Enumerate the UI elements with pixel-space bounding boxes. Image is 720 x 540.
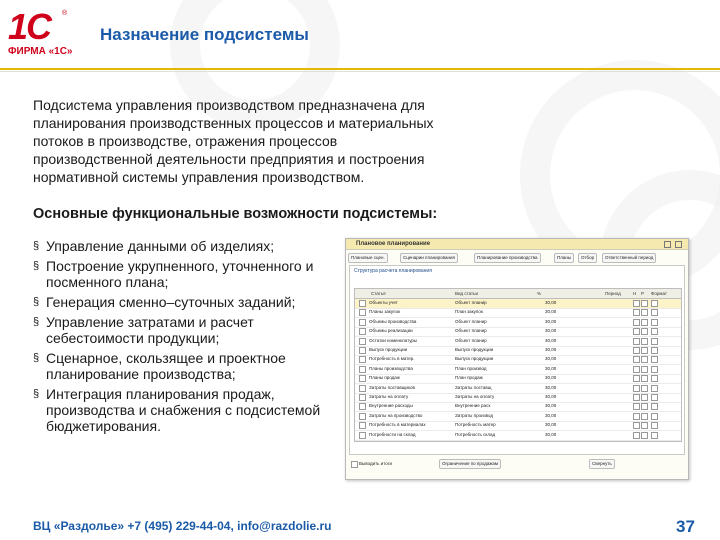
row-value: 30,00 bbox=[545, 309, 557, 315]
intro-line: потоков в производстве, отражения процессов bbox=[33, 133, 338, 149]
toolbar-button[interactable]: Планирование производства bbox=[474, 253, 541, 263]
row-flag-checkbox[interactable] bbox=[641, 338, 648, 345]
intro-line: нормативной системы управления производством. bbox=[33, 169, 365, 185]
restriction-select[interactable]: Ограничение по продажам bbox=[439, 459, 501, 469]
row-article: Затраты поставщиков bbox=[369, 384, 415, 390]
row-flag-checkbox[interactable] bbox=[641, 300, 648, 307]
footer-contacts: ВЦ «Раздолье» +7 (495) 229-44-04, info@razdolie.ru bbox=[33, 519, 332, 533]
row-flag-checkbox[interactable] bbox=[651, 347, 658, 354]
row-flag-checkbox[interactable] bbox=[633, 328, 640, 335]
row-article: Выпуск продукции bbox=[369, 347, 408, 352]
page-number: 37 bbox=[676, 517, 695, 536]
row-value: 30,00 bbox=[545, 356, 557, 362]
row-flag-checkbox[interactable] bbox=[651, 394, 658, 401]
column-header[interactable]: Статья bbox=[371, 291, 386, 296]
toolbar-button[interactable]: Ответственный период bbox=[602, 253, 656, 263]
column-header[interactable]: Период bbox=[605, 291, 621, 296]
row-kind: План продаж bbox=[455, 375, 483, 381]
section-label: Структура расчета планирования bbox=[354, 268, 432, 274]
row-flag-checkbox[interactable] bbox=[641, 375, 648, 382]
row-checkbox[interactable] bbox=[359, 385, 366, 392]
planning-table bbox=[354, 288, 682, 442]
toolbar-button[interactable]: Плановые сцен. bbox=[348, 253, 388, 263]
slide-header bbox=[0, 0, 720, 72]
row-checkbox[interactable] bbox=[359, 432, 366, 439]
row-flag-checkbox[interactable] bbox=[633, 309, 640, 316]
row-flag-checkbox[interactable] bbox=[641, 394, 648, 401]
row-flag-checkbox[interactable] bbox=[651, 375, 658, 382]
row-checkbox[interactable] bbox=[359, 309, 366, 316]
row-flag-checkbox[interactable] bbox=[641, 328, 648, 335]
toolbar-button[interactable]: Планы bbox=[554, 253, 574, 263]
row-value: 30,00 bbox=[545, 328, 557, 334]
intro-line: Подсистема управления производством предназначена для bbox=[33, 97, 425, 113]
column-header[interactable]: Н bbox=[633, 291, 637, 296]
list-item bbox=[33, 314, 338, 346]
row-flag-checkbox[interactable] bbox=[651, 413, 658, 420]
slide-title: Назначение подсистемы bbox=[100, 25, 309, 44]
row-checkbox[interactable] bbox=[359, 413, 366, 420]
row-kind: Затраты поставщ bbox=[455, 384, 492, 390]
list-item-text: Управление затратами и расчет себестоимости продукции; bbox=[46, 314, 254, 346]
close-icon[interactable] bbox=[675, 241, 682, 248]
row-flag-checkbox[interactable] bbox=[633, 413, 640, 420]
row-value: 30,00 bbox=[545, 300, 557, 305]
row-flag-checkbox[interactable] bbox=[641, 403, 648, 410]
row-kind: Потребность матер bbox=[455, 422, 496, 428]
show-totals-label: Выводить итоги bbox=[359, 461, 392, 466]
intro-line: производственной деятельности предприятия и построения bbox=[33, 151, 425, 167]
table-header bbox=[355, 289, 681, 299]
row-kind: Внутренние расх bbox=[455, 403, 491, 409]
intro-paragraph bbox=[33, 96, 533, 186]
intro-line: планирования производственных процессов и материальных bbox=[33, 115, 434, 131]
row-flag-checkbox[interactable] bbox=[651, 356, 658, 363]
row-value: 30,00 bbox=[545, 318, 557, 324]
row-kind: Выпуск продукции bbox=[455, 356, 494, 362]
list-item-text: Интеграция планирования продаж, производства и снабжения с подсистемой бюджетирования. bbox=[46, 386, 321, 434]
row-article: Планы продаж bbox=[369, 375, 400, 381]
bullet-icon: § bbox=[33, 240, 40, 252]
row-flag-checkbox[interactable] bbox=[651, 328, 658, 335]
row-kind: Выпуск продукции bbox=[455, 347, 494, 352]
window-footer bbox=[349, 457, 683, 475]
row-flag-checkbox[interactable] bbox=[651, 366, 658, 373]
row-article: Потребности на склад bbox=[369, 431, 416, 437]
table-row[interactable] bbox=[355, 431, 681, 441]
row-article: Планы производства bbox=[369, 365, 413, 371]
list-item bbox=[33, 258, 338, 290]
row-checkbox[interactable] bbox=[359, 394, 366, 401]
row-flag-checkbox[interactable] bbox=[633, 319, 640, 326]
row-checkbox[interactable] bbox=[359, 300, 366, 307]
row-article: Объекты учет bbox=[369, 300, 398, 305]
bullet-icon: § bbox=[33, 260, 40, 272]
list-item-text: Сценарное, скользящее и проектное планирование производства; bbox=[46, 350, 286, 382]
list-item-text: Генерация сменно–суточных заданий; bbox=[46, 294, 296, 310]
row-value: 30,00 bbox=[545, 384, 557, 390]
planning-panel bbox=[349, 265, 685, 455]
column-header[interactable]: Формат bbox=[651, 291, 667, 296]
row-flag-checkbox[interactable] bbox=[633, 366, 640, 373]
row-flag-checkbox[interactable] bbox=[651, 385, 658, 392]
row-flag-checkbox[interactable] bbox=[651, 403, 658, 410]
row-flag-checkbox[interactable] bbox=[633, 403, 640, 410]
logo-registered-sign: ® bbox=[62, 10, 68, 17]
row-flag-checkbox[interactable] bbox=[651, 300, 658, 307]
row-flag-checkbox[interactable] bbox=[641, 347, 648, 354]
column-header[interactable]: Вид статьи bbox=[455, 291, 478, 296]
row-flag-checkbox[interactable] bbox=[651, 309, 658, 316]
bullet-icon: § bbox=[33, 296, 40, 308]
row-article: Внутренние расходы bbox=[369, 403, 413, 409]
row-value: 30,00 bbox=[545, 403, 557, 409]
row-flag-checkbox[interactable] bbox=[633, 432, 640, 439]
row-flag-checkbox[interactable] bbox=[651, 338, 658, 345]
row-checkbox[interactable] bbox=[359, 422, 366, 429]
row-flag-checkbox[interactable] bbox=[641, 432, 648, 439]
logo-mark: 1C bbox=[8, 6, 51, 47]
header-rule-shadow bbox=[0, 71, 720, 72]
features-heading: Основные функциональные возможности подсистемы: bbox=[33, 206, 438, 222]
row-article: Остатки номенклатуры bbox=[369, 337, 418, 343]
row-value: 30,00 bbox=[545, 431, 557, 437]
list-item-text: Построение укрупненного, уточненного и посменного плана; bbox=[46, 258, 314, 290]
row-kind: Объект планир bbox=[455, 318, 487, 324]
toolbar-button[interactable]: Отбор bbox=[578, 253, 597, 263]
window-titlebar bbox=[346, 239, 688, 250]
row-kind: Объект планир bbox=[455, 337, 487, 343]
row-kind: Затраты на оплату bbox=[455, 394, 495, 399]
row-kind: Затраты производ bbox=[455, 412, 494, 418]
row-article: Затраты на оплату bbox=[369, 394, 409, 399]
row-flag-checkbox[interactable] bbox=[651, 432, 658, 439]
row-kind: План производ bbox=[455, 365, 487, 371]
row-value: 30,00 bbox=[545, 422, 557, 428]
collapse-select[interactable]: Свернуть bbox=[589, 459, 615, 469]
row-checkbox[interactable] bbox=[359, 375, 366, 382]
row-flag-checkbox[interactable] bbox=[633, 347, 640, 354]
bullet-icon: § bbox=[33, 316, 40, 328]
toolbar-button[interactable]: Сценарии планирования bbox=[400, 253, 458, 263]
row-article: Планы закупок bbox=[369, 309, 401, 315]
row-flag-checkbox[interactable] bbox=[633, 385, 640, 392]
row-flag-checkbox[interactable] bbox=[651, 422, 658, 429]
logo-firm-name: ФИРМА «1С» bbox=[8, 46, 73, 57]
show-totals-checkbox[interactable] bbox=[351, 461, 358, 468]
row-checkbox[interactable] bbox=[359, 347, 366, 354]
window-title: Плановое планирование bbox=[356, 241, 431, 247]
row-flag-checkbox[interactable] bbox=[633, 422, 640, 429]
row-checkbox[interactable] bbox=[359, 366, 366, 373]
features-list bbox=[33, 238, 338, 438]
list-item bbox=[33, 386, 338, 434]
row-flag-checkbox[interactable] bbox=[633, 394, 640, 401]
row-flag-checkbox[interactable] bbox=[633, 300, 640, 307]
bullet-icon: § bbox=[33, 352, 40, 364]
row-value: 30,00 bbox=[545, 394, 557, 399]
row-checkbox[interactable] bbox=[359, 356, 366, 363]
row-article: Потребность в материалах bbox=[369, 422, 426, 428]
row-kind: Потребность склад bbox=[455, 431, 496, 437]
column-header[interactable]: % bbox=[537, 291, 542, 296]
row-kind: Объект планир bbox=[455, 328, 487, 334]
list-item bbox=[33, 294, 338, 310]
row-value: 30,00 bbox=[545, 375, 557, 381]
row-flag-checkbox[interactable] bbox=[641, 385, 648, 392]
row-kind: Объект планир bbox=[455, 300, 487, 305]
bullet-icon: § bbox=[33, 388, 40, 400]
row-flag-checkbox[interactable] bbox=[641, 422, 648, 429]
row-checkbox[interactable] bbox=[359, 319, 366, 326]
row-kind: План закупок bbox=[455, 309, 483, 315]
list-item bbox=[33, 350, 338, 382]
row-flag-checkbox[interactable] bbox=[641, 319, 648, 326]
1c-logo bbox=[8, 6, 73, 60]
minimize-icon[interactable] bbox=[664, 241, 671, 248]
row-article: Затраты на производство bbox=[369, 412, 423, 418]
row-flag-checkbox[interactable] bbox=[651, 319, 658, 326]
row-article: Объемы реализации bbox=[369, 328, 413, 334]
row-flag-checkbox[interactable] bbox=[641, 413, 648, 420]
row-value: 30,00 bbox=[545, 412, 557, 418]
app-window-screenshot bbox=[345, 238, 689, 480]
list-item-text: Управление данными об изделиях; bbox=[46, 238, 275, 254]
row-value: 30,00 bbox=[545, 337, 557, 343]
row-flag-checkbox[interactable] bbox=[633, 356, 640, 363]
row-checkbox[interactable] bbox=[359, 328, 366, 335]
column-header[interactable]: Р bbox=[641, 291, 645, 296]
row-checkbox[interactable] bbox=[359, 403, 366, 410]
row-flag-checkbox[interactable] bbox=[633, 375, 640, 382]
row-flag-checkbox[interactable] bbox=[641, 309, 648, 316]
row-article: Объемы производства bbox=[369, 318, 417, 324]
row-checkbox[interactable] bbox=[359, 338, 366, 345]
row-article: Потребность в матер. bbox=[369, 356, 415, 362]
list-item bbox=[33, 238, 338, 254]
header-rule bbox=[0, 68, 720, 70]
row-value: 30,00 bbox=[545, 365, 557, 371]
window-toolbar bbox=[348, 253, 684, 262]
row-flag-checkbox[interactable] bbox=[641, 366, 648, 373]
row-flag-checkbox[interactable] bbox=[641, 356, 648, 363]
row-flag-checkbox[interactable] bbox=[633, 338, 640, 345]
row-value: 30,00 bbox=[545, 347, 557, 352]
